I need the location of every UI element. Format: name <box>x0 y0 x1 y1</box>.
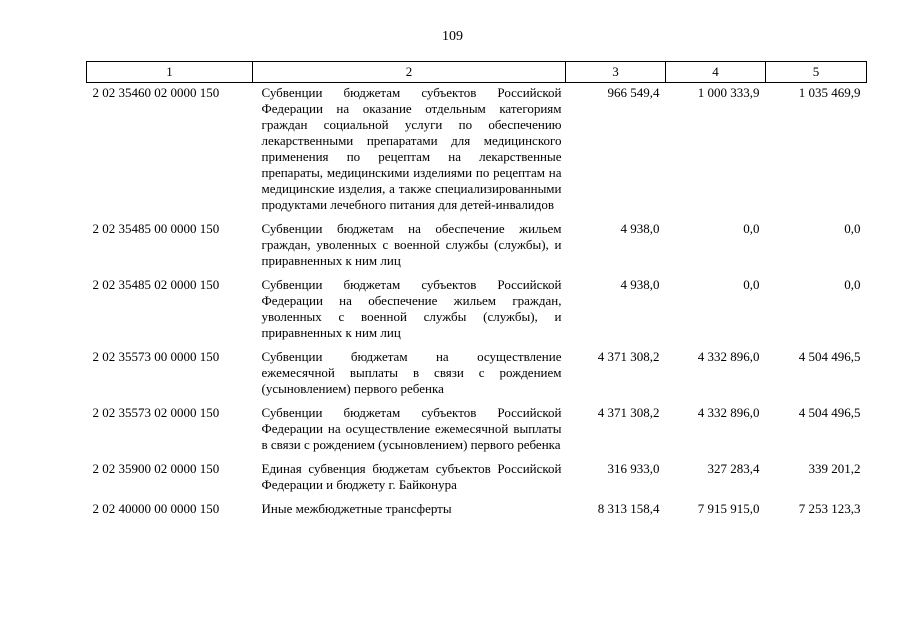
budget-code: 2 02 35460 02 0000 150 <box>92 85 220 100</box>
item-name: Субвенции бюджетам субъектов Российской Федерации на осуществление ежемесячной выплаты в связи с рождением (усыновлением) первого ребенка <box>261 405 562 452</box>
column-header-4: 4 <box>666 62 766 83</box>
table-row <box>87 83 867 220</box>
budget-code: 2 02 35485 00 0000 150 <box>92 221 220 236</box>
amount-col4: 7 915 915,0 <box>697 501 760 516</box>
item-name: Субвенции бюджетам на обеспечение жильем граждан, уволенных с военной службы (службы), и приравненных к ним лиц <box>261 221 562 268</box>
item-name: Иные межбюджетные трансферты <box>261 501 452 516</box>
amount-col3: 8 313 158,4 <box>597 501 660 516</box>
amount-col5: 7 253 123,3 <box>798 501 861 516</box>
item-name: Субвенции бюджетам субъектов Российской Федерации на обеспечение жильем граждан, уволенных с военной службы (службы), и приравненных к ним лиц <box>261 277 562 340</box>
item-name: Субвенции бюджетам субъектов Российской Федерации на оказание отдельным категориям граждан социальной услуги по обеспечению лекарственными препаратами для медицинского применения по рецептам на лекарственные препараты, медицинскими изделиями по рецептам на медицинские изделия, а также специализированными продуктами лечебного питания для детей-инвалидов <box>261 85 562 212</box>
page-number: 109 <box>442 29 463 44</box>
column-header-3: 3 <box>566 62 666 83</box>
table-header <box>87 62 867 83</box>
header-row <box>87 62 867 83</box>
item-name: Единая субвенция бюджетам субъектов Российской Федерации и бюджету г. Байконура <box>261 461 562 492</box>
amount-col4: 4 332 896,0 <box>697 405 760 420</box>
amount-col3: 4 371 308,2 <box>597 405 660 420</box>
column-header-1: 1 <box>87 62 253 83</box>
budget-code: 2 02 35573 02 0000 150 <box>92 405 220 420</box>
amount-col3: 4 938,0 <box>620 277 660 292</box>
budget-table <box>86 61 867 523</box>
amount-col3: 4 938,0 <box>620 221 660 236</box>
budget-code: 2 02 35485 02 0000 150 <box>92 277 220 292</box>
amount-col3: 966 549,4 <box>607 85 660 100</box>
amount-col4: 4 332 896,0 <box>697 349 760 364</box>
amount-col4: 1 000 333,9 <box>697 85 760 100</box>
table-body <box>87 83 867 524</box>
amount-col5: 0,0 <box>844 221 861 236</box>
amount-col5: 1 035 469,9 <box>798 85 861 100</box>
table-row <box>87 347 867 403</box>
amount-col4: 0,0 <box>743 277 760 292</box>
amount-col4: 0,0 <box>743 221 760 236</box>
column-header-2: 2 <box>253 62 566 83</box>
budget-code: 2 02 40000 00 0000 150 <box>92 501 220 516</box>
column-header-5: 5 <box>766 62 867 83</box>
amount-col4: 327 283,4 <box>707 461 760 476</box>
table-row <box>87 499 867 523</box>
table-row <box>87 275 867 347</box>
amount-col5: 0,0 <box>844 277 861 292</box>
table-row <box>87 459 867 499</box>
budget-code: 2 02 35900 02 0000 150 <box>92 461 220 476</box>
table-row <box>87 403 867 459</box>
budget-code: 2 02 35573 00 0000 150 <box>92 349 220 364</box>
amount-col3: 4 371 308,2 <box>597 349 660 364</box>
table-row <box>87 219 867 275</box>
amount-col3: 316 933,0 <box>607 461 660 476</box>
amount-col5: 4 504 496,5 <box>798 349 861 364</box>
item-name: Субвенции бюджетам на осуществление ежемесячной выплаты в связи с рождением (усыновлением) первого ребенка <box>261 349 562 396</box>
amount-col5: 4 504 496,5 <box>798 405 861 420</box>
amount-col5: 339 201,2 <box>808 461 861 476</box>
